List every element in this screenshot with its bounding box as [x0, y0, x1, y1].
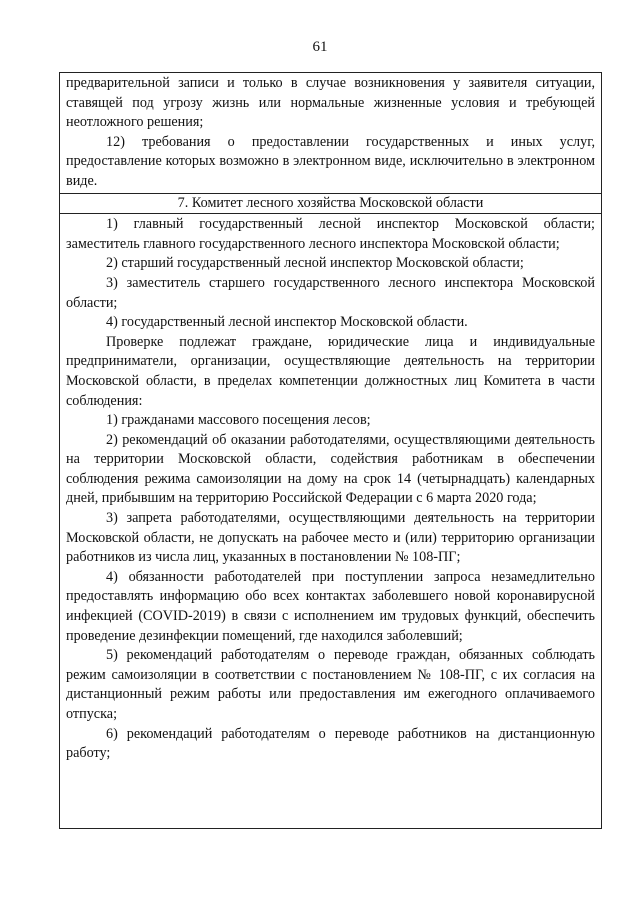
- paragraph: 2) рекомендаций об оказании работодателями, осуществляющими деятельность на территории Московской области, содействия работникам в обеспечении соблюдения режима самоизоляции на дому на срок 14 (четырнадцать) календарных дней, прибывшим на территорию Российской Федерации с 6 марта 2020 года;: [66, 431, 595, 507]
- paragraph: 2) старший государственный лесной инспектор Московской области;: [106, 255, 524, 272]
- table-cell-continuation: [60, 73, 601, 194]
- paragraph: 1) гражданами массового посещения лесов;: [106, 412, 371, 429]
- document-table: [59, 72, 602, 829]
- paragraph: 3) запрета работодателями, осуществляющими деятельность на территории Московской области, не допускать на рабочее место и (или) территорию организации работников из числа лиц, указанных в постановлении № 108-ПГ;: [66, 510, 595, 566]
- paragraph: 1) главный государственный лесной инспектор Московской области; заместитель главного государственного лесного инспектора Московской области;: [66, 216, 595, 252]
- paragraph: предварительной записи и только в случае возникновения у заявителя ситуации, ставящей под угрозу жизнь или нормальные жизненные условия и требующей неотложного решения;: [66, 75, 595, 131]
- table-cell-body: [60, 214, 601, 764]
- section-title: 7. Комитет лесного хозяйства Московской области: [60, 194, 601, 215]
- paragraph: 6) рекомендаций работодателям о переводе работников на дистанционную работу;: [66, 725, 595, 762]
- paragraph: 4) обязанности работодателей при поступлении запроса незамедлительно предоставлять информацию обо всех контактах заболевшего новой коронавирусной инфекцией (COVID-2019) в связи с исполнением им трудовых функций, обеспечить проведение дезинфекции помещений, где находился заболевший;: [66, 568, 595, 644]
- page-number: 61: [312, 39, 328, 55]
- paragraph: 4) государственный лесной инспектор Московской области.: [106, 314, 468, 331]
- paragraph: Проверке подлежат граждане, юридические лица и индивидуальные предприниматели, организации, осуществляющие деятельность на территории Московской области, в пределах компетенции должностных лиц Комитета в части соблюдения:: [66, 333, 595, 409]
- paragraph: 3) заместитель старшего государственного лесного инспектора Московской области;: [66, 274, 595, 311]
- paragraph: 12) требования о предоставлении государственных и иных услуг, предоставление которых возможно в электронном виде, исключительно в электронном виде.: [66, 133, 595, 189]
- paragraph: 5) рекомендаций работодателям о переводе граждан, обязанных соблюдать режим самоизоляции в соответствии с постановлением № 108-ПГ, с их согласия на дистанционный режим работы или предоставления им ежегодного оплачиваемого отпуска;: [66, 647, 595, 722]
